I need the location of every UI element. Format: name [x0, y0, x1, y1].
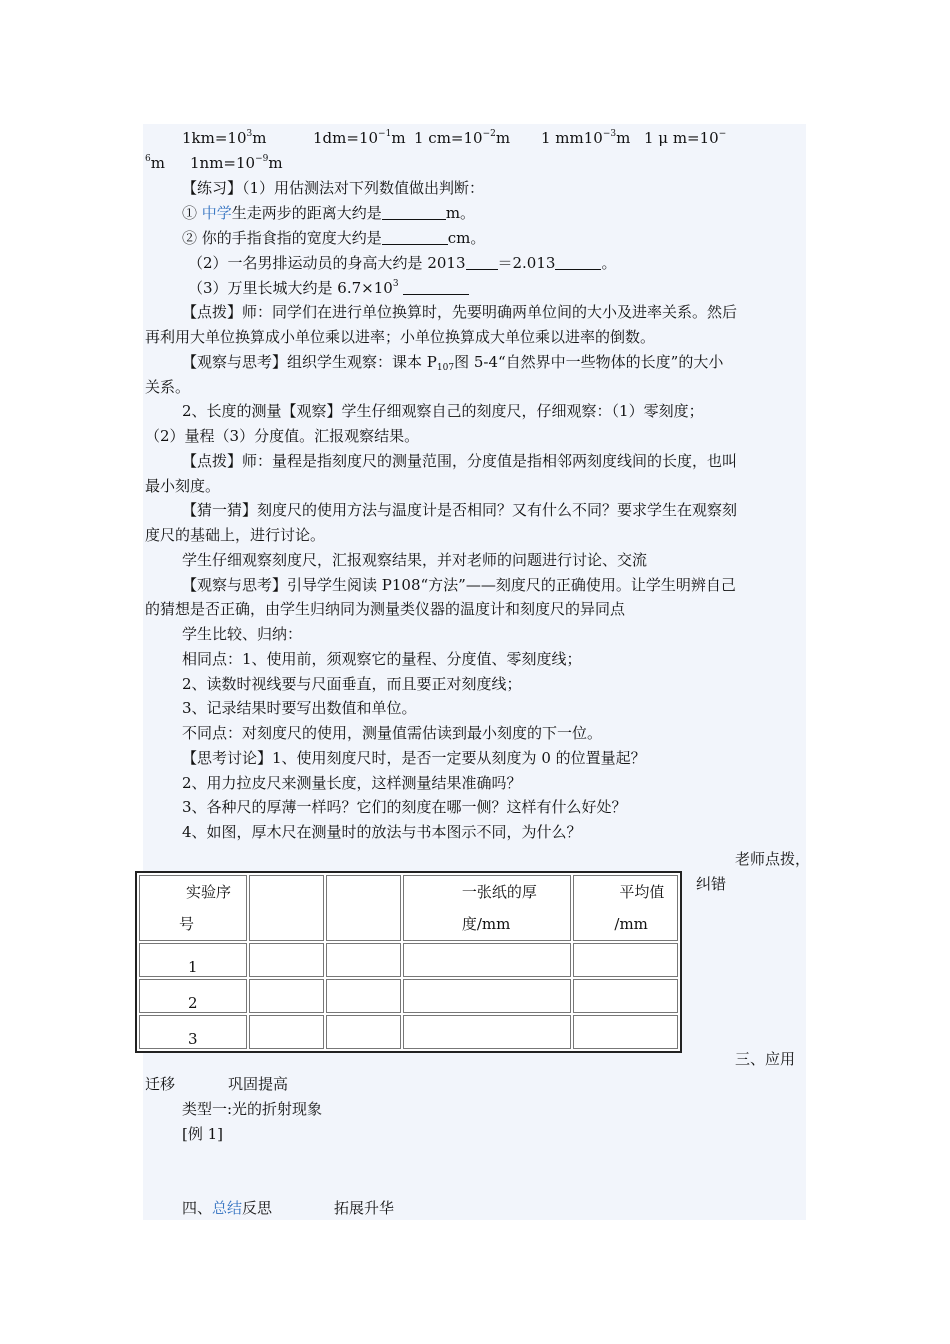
- practice-title: 【练习】（1）用估测法对下列数值做出判断：: [182, 179, 485, 197]
- guess-cont: 度尺的基础上，进行讨论。: [145, 526, 326, 544]
- table-cell: [326, 1015, 401, 1049]
- section-apply-cont: 迁移: [145, 1075, 176, 1093]
- table-cell: [249, 943, 324, 977]
- observe-think-2-cont: 的猜想是否正确，由学生归纳同为测量类仪器的温度计和刻度尺的异同点: [145, 600, 626, 618]
- practice-item-1: ① 中学生走两步的距离大约是 m。: [182, 204, 476, 222]
- table-cell: [326, 943, 401, 977]
- table-header-row: [139, 875, 678, 941]
- table-cell: [573, 1015, 678, 1049]
- experiment-table: [135, 871, 682, 1053]
- row-number: 3: [139, 1015, 247, 1049]
- observe-think-1: 【观察与思考】组织学生观察：课本 $P_{107}$图 5-4“自然界中一些物体的长度”的大小: [182, 353, 724, 373]
- compare-summary: 学生比较、归纳：: [182, 625, 303, 643]
- student-observation: 学生仔细观察刻度尺，汇报观察结果，并对老师的问题进行讨论、交流: [182, 551, 648, 569]
- section-summary-heading: 四、总结反思: [182, 1199, 273, 1217]
- length-measurement: 2、长度的测量【观察】学生仔细观察自己的刻度尺，仔细观察：（1）零刻度；: [182, 402, 704, 420]
- length-measurement-cont: （2）量程（3）分度值。汇报观察结果。: [145, 427, 420, 445]
- practice-item-2: ② 你的手指食指的宽度大约是 cm。: [182, 229, 486, 247]
- tip-range: 【点拨】师：量程是指刻度尺的测量范围，分度值是指相邻两刻度线间的长度，也叫: [182, 452, 738, 470]
- unit-um: 1 μ m=10−: [644, 129, 727, 147]
- unit-dm: $1dm=10^{-1}m$: [313, 129, 406, 147]
- header-cell-average: 平均值 /mm: [573, 875, 678, 941]
- guess: 【猜一猜】刻度尺的使用方法与温度计是否相同？又有什么不同？要求学生在观察刻: [182, 501, 738, 519]
- unit-mm: 1 $mm10^{-3}m$: [541, 129, 631, 147]
- difference: 不同点：对刻度尺的使用，测量值需估读到最小刻度的下一位。: [182, 724, 603, 742]
- table-cell: [573, 943, 678, 977]
- table-cell: [403, 979, 572, 1013]
- unit-conversion-line-2: $^6$m: [145, 154, 165, 172]
- think-discuss-2: 2、用力拉皮尺来测量长度，这样测量结果准确吗？: [182, 774, 522, 792]
- table-cell: [249, 1015, 324, 1049]
- table-cell: [403, 943, 572, 977]
- unit-cm: 1 $cm=10^{-2}m$: [414, 129, 511, 147]
- link-middle-school[interactable]: 中学: [201, 204, 232, 222]
- header-cell-sequence: 实验序 号: [139, 875, 247, 941]
- tip-unit-conversion: 【点拨】师：同学们在进行单位换算时，先要明确两单位间的大小及进率关系。然后: [182, 303, 738, 321]
- unit-nm: $1nm=10^{-9}m$: [190, 154, 283, 172]
- similarity-2: 2、读数时视线要与尺面垂直，而且要正对刻度线；: [182, 675, 522, 693]
- think-discuss-3: 3、各种尺的厚薄一样吗？它们的刻度在哪一侧？这样有什么好处？: [182, 798, 627, 816]
- unit-conversion-line-1: $1km=10^3m$: [182, 129, 267, 147]
- section-summary-subtitle: 拓展升华: [334, 1199, 395, 1217]
- similarity-3: 3、记录结果时要写出数值和单位。: [182, 699, 417, 717]
- observe-think-2: 【观察与思考】引导学生阅读 P108“方法”——刻度尺的正确使用。让学生明辨自己: [182, 576, 736, 594]
- observe-think-1-cont: 关系。: [145, 378, 191, 396]
- practice-item-4: （3）万里长城大约是 $6.7\times 10^3$: [188, 278, 469, 298]
- table-row: [139, 1015, 678, 1049]
- type-one: 类型一:光的折射现象: [182, 1100, 323, 1118]
- example-1: [例 1]: [182, 1125, 224, 1143]
- table-cell: [326, 979, 401, 1013]
- row-number: 2: [139, 979, 247, 1013]
- section-apply-heading: 三、应用: [735, 1050, 796, 1068]
- practice-item-3: （2）一名男排运动员的身高大约是 2013 ＝2.013 。: [188, 254, 617, 272]
- link-summary[interactable]: 总结: [212, 1199, 243, 1217]
- row-number: 1: [139, 943, 247, 977]
- table-cell: [573, 979, 678, 1013]
- teacher-guidance: 老师点拨，: [735, 850, 811, 868]
- header-cell-thickness: 一张纸的厚 度/mm: [403, 875, 572, 941]
- think-discuss-1: 【思考讨论】1、使用刻度尺时，是否一定要从刻度为 0 的位置量起？: [182, 749, 646, 767]
- tip-unit-conversion-cont: 再利用大单位换算成小单位乘以进率；小单位换算成大单位乘以进率的倒数。: [145, 328, 656, 346]
- similarity-1: 相同点：1、使用前，须观察它的量程、分度值、零刻度线；: [182, 650, 582, 668]
- tip-range-cont: 最小刻度。: [145, 477, 221, 495]
- section-apply-subtitle: 巩固提高: [228, 1075, 289, 1093]
- table-row: [139, 943, 678, 977]
- think-discuss-4: 4、如图，厚木尺在测量时的放法与书本图示不同，为什么？: [182, 823, 582, 841]
- header-cell-empty-1: [249, 875, 324, 941]
- table-row: [139, 979, 678, 1013]
- header-cell-empty-2: [326, 875, 401, 941]
- teacher-guidance-cont: 纠错: [696, 875, 727, 893]
- table-cell: [249, 979, 324, 1013]
- table-cell: [403, 1015, 572, 1049]
